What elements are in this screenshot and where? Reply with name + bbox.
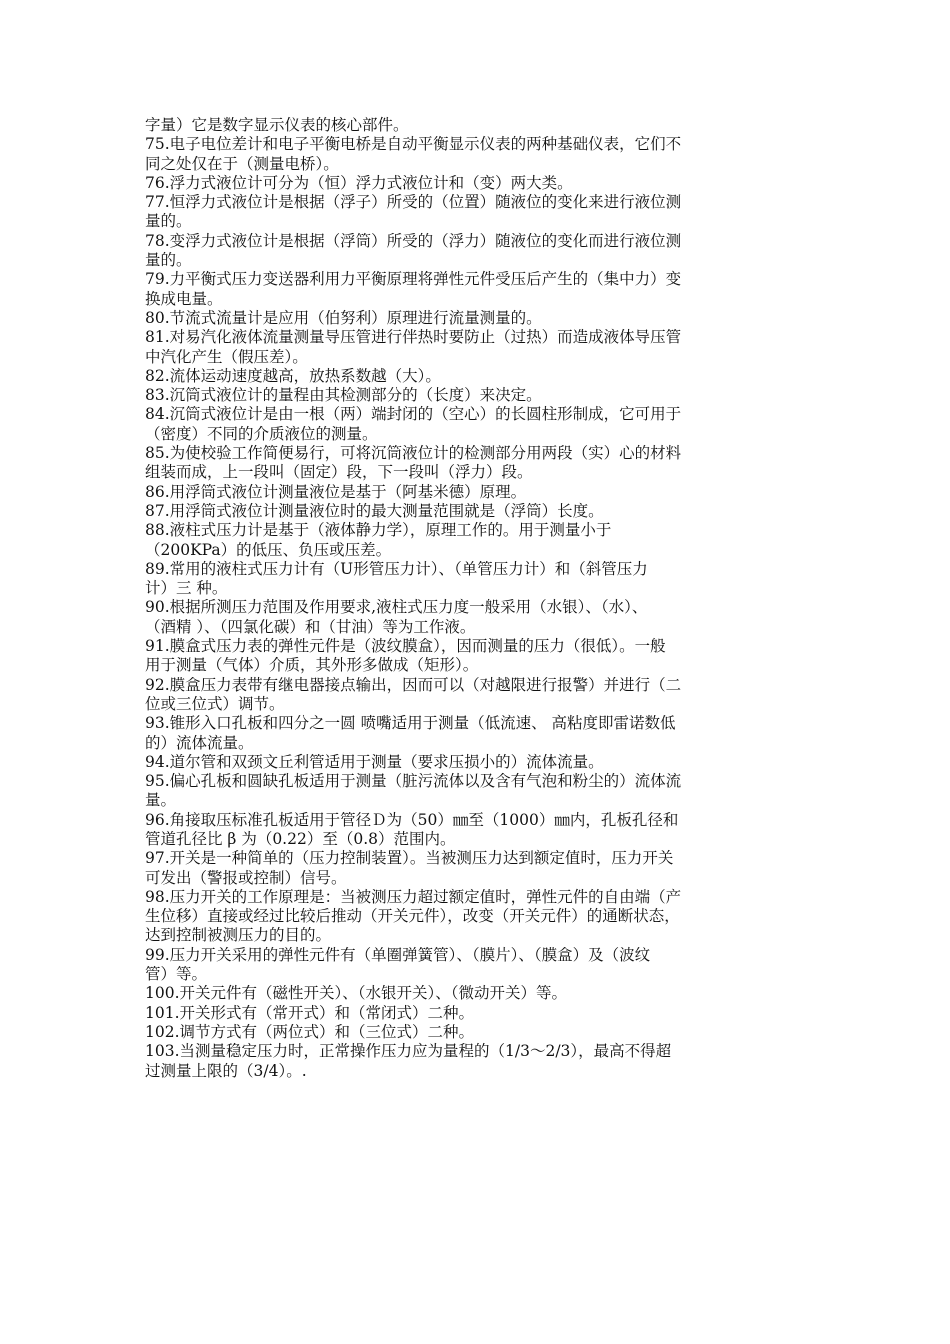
text-line: 过测量上限的（3/4）。.	[145, 1061, 307, 1080]
text-line: 75.电子电位差计和电子平衡电桥是自动平衡显示仪表的两种基础仪表，它们不	[145, 135, 682, 154]
text-line: 101.开关形式有（常开式）和（常闭式）二种。	[145, 1003, 475, 1022]
text-line: 生位移）直接或经过比较后推动（开关元件），改变（开关元件）的通断状态，	[145, 907, 680, 926]
text-line: 90.根据所测压力范围及作用要求,液柱式压力度一般采用（水银）、（水）、	[145, 598, 648, 617]
text-line: 85.为使校验工作简便易行，可将沉筒液位计的检测部分用两段（实）心的材料	[145, 444, 682, 463]
text-line: 82.流体运动速度越高，放热系数越（大）。	[145, 366, 441, 385]
text-line: 字量）它是数字显示仪表的核心部件。	[145, 116, 409, 134]
text-line: 量的。	[145, 212, 192, 231]
text-line: 98.压力开关的工作原理是：当被测压力超过额定值时，弹性元件的自由端（产	[145, 887, 682, 906]
text-line: 换成电量。	[145, 289, 223, 308]
text-line: 同之处仅在于（测量电桥）。	[145, 154, 339, 173]
text-line: 103.当测量稳定压力时，正常操作压力应为量程的（1/3～2/3），最高不得超	[145, 1042, 672, 1061]
text-line: 78.变浮力式液位计是根据（浮筒）所受的（浮力）随液位的变化而进行液位测	[145, 231, 682, 250]
text-line: （200KPa）的低压、负压或压差。	[145, 540, 392, 559]
text-line: 计）三 种。	[145, 579, 228, 598]
text-line: 量。	[145, 791, 177, 810]
document-body	[145, 116, 810, 1081]
text-line: 99.压力开关采用的弹性元件有（单圈弹簧管）、（膜片）、（膜盒）及（波纹	[145, 945, 651, 964]
text-line: 管道孔径比 β 为（0.22）至（0.8）范围内。	[145, 829, 456, 848]
text-line: 中汽化产生（假压差）。	[145, 347, 308, 366]
text-line: 用于测量（气体）介质，其外形多做成（矩形）。	[145, 656, 479, 675]
text-line: 86.用浮筒式液位计测量液位是基于（阿基米德）原理。	[145, 482, 527, 501]
text-line: 79.力平衡式压力变送器利用力平衡原理将弹性元件受压后产生的（集中力）变	[145, 270, 682, 289]
text-line: 管）等。	[145, 965, 208, 984]
text-line: 100.开关元件有（磁性开关）、（水银开关）、（微动开关）等。	[145, 984, 568, 1003]
text-line: 量的。	[145, 251, 192, 270]
text-line: 97.开关是一种简单的（压力控制装置）。当被测压力达到额定值时，压力开关	[145, 849, 674, 868]
text-line: 位或三位式）调节。	[145, 694, 285, 713]
text-line: （酒精 ）、（四氯化碳）和（甘油）等为工作液。	[145, 617, 476, 636]
text-line: 88.液柱式压力计是基于（液体静力学），原理工作的。用于测量小于	[145, 521, 612, 540]
text-line: 96.角接取压标准孔板适用于管径Ｄ为（50）㎜至（1000）㎜内，孔板孔径和	[145, 810, 679, 829]
text-line: 94.道尔管和双颈文丘利管适用于测量（要求压损小的）流体流量。	[145, 752, 604, 771]
text-line: 组装而成，上一段叫（固定）段，下一段叫（浮力）段。	[145, 463, 533, 482]
text-line: 89.常用的液柱式压力计有（U形管压力计）、（单管压力计）和（斜管压力	[145, 559, 648, 578]
text-line: 的）流体流量。	[145, 733, 254, 752]
text-line: 77.恒浮力式液位计是根据（浮子）所受的（位置）随液位的变化来进行液位测	[145, 193, 682, 212]
text-line: 91.膜盒式压力表的弹性元件是（波纹膜盒），因而测量的压力（很低）。一般	[145, 637, 666, 656]
text-line: 87.用浮筒式液位计测量液位时的最大测量范围就是（浮筒）长度。	[145, 501, 604, 520]
text-line: 95.偏心孔板和圆缺孔板适用于测量（脏污流体以及含有气泡和粉尘的）流体流	[145, 772, 682, 791]
text-line: 92.膜盒压力表带有继电器接点输出，因而可以（对越限进行报警）并进行（二	[145, 675, 682, 694]
text-line: 81.对易汽化液体流量测量导压管进行伴热时要防止（过热）而造成液体导压管	[145, 328, 682, 347]
text-line: 93.锥形入口孔板和四分之一圆 喷嘴适用于测量（低流速、 高粘度即雷诺数低	[145, 714, 676, 733]
text-line: 83.沉筒式液位计的量程由其检测部分的（长度）来决定。	[145, 386, 542, 405]
text-line: 达到控制被测压力的目的。	[145, 926, 332, 945]
text-line: （密度）不同的介质液位的测量。	[145, 424, 378, 443]
text-line: 80.节流式流量计是应用（伯努利）原理进行流量测量的。	[145, 308, 542, 327]
text-line: 84.沉筒式液位计是由一根（两）端封闭的（空心）的长圆柱形制成，它可用于	[145, 405, 682, 424]
text-line: 76.浮力式液位计可分为（恒）浮力式液位计和（变）两大类。	[145, 173, 573, 192]
text-line: 102.调节方式有（两位式）和（三位式）二种。	[145, 1022, 475, 1041]
text-line: 可发出（警报或控制）信号。	[145, 868, 347, 887]
